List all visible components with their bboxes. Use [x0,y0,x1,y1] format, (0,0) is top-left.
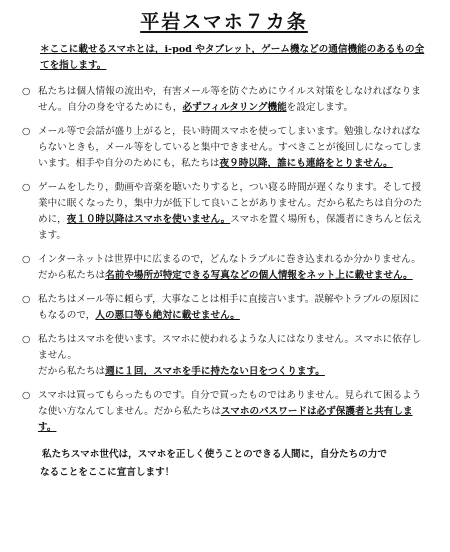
rule-text: スマホは買ってもらったものです。自分で買ったものではありません。見られて困るような使い方なんてしません。だから私たちはスマホのパスワードは必ず保護者と共有します。 [38,390,422,433]
rule-emphasis: 週に１回，スマホを手に持たない日をつくります。 [105,366,325,377]
rule-emphasis: 必ずフィルタリング機能 [182,102,287,113]
rule-item [22,332,426,380]
rule-text: 私たちはメール等に頼らず，大事なことは相手に直接言います。誤解やトラブルの原因にもなるので，人の悪口等も絶対に載せません。 [38,294,420,321]
circle-bullet-icon: ○ [22,254,31,265]
rule-text: ゲームをしたり，動画や音楽を聴いたりすると，つい寝る時間が遅くなります。そして授業中に眠くなったり，集中力が低下して良いことがありません。だから私たちは自分のために，夜１０時以降はスマホを使いません。スマホを置く場所も，保護者にきちんと伝えます。 [38,182,423,241]
circle-bullet-icon: ○ [22,294,31,305]
rule-emphasis: スマホのパスワードは必ず保護者と共有します。 [38,406,413,433]
rule-item [22,124,426,172]
scope-note: ＊ここに載せるスマホとは，i-pod やタブレット，ゲーム機などの通信機能のあるもの全てを指します。 [40,44,425,71]
rule-item [22,252,426,284]
rule-item [22,388,426,436]
circle-bullet-icon: ○ [22,390,31,401]
rule-emphasis: 人の悪口等も絶対に載せません。 [95,310,240,321]
rule-emphasis: 夜１０時以降はスマホを使いません。 [66,214,231,225]
rule-emphasis: 夜９時以降，誰にも連絡をとりません。 [219,158,393,169]
rule-item [22,180,426,244]
circle-bullet-icon: ○ [22,182,31,193]
circle-bullet-icon: ○ [22,334,31,345]
circle-bullet-icon: ○ [22,126,31,137]
rule-item [22,84,426,116]
page-title: 平岩スマホ７カ条 [140,11,308,33]
declaration: 私たちスマホ世代は，スマホを正しく使うことのできる人間に，自分たちの力で なることをここに宣言します！ [40,449,387,478]
rule-text: インターネットは世界中に広まるので，どんなトラブルに巻き込まれるか分かりません。だから私たちは名前や場所が特定できる写真などの個人情報をネット上に載せません。 [38,254,421,281]
rule-emphasis: 名前や場所が特定できる写真などの個人情報をネット上に載せません。 [105,270,413,281]
circle-bullet-icon: ○ [22,86,31,97]
rule-item [22,292,426,324]
rule-text: 私たちはスマホを使います。スマホに使われるような人にはなりません。スマホに依存しません。 だから私たちは週に１回，スマホを手に持たない日をつくります。 [38,334,421,377]
rule-text: 私たちは個人情報の流出や，有害メール等を防ぐためにウイルス対策をしなければなりません。自分の身を守るためにも，必ずフィルタリング機能を設定します。 [38,86,421,113]
rule-text: メール等で会話が盛り上がると，長い時間スマホを使ってしまいます。勉強しなければならないときも，メール等をしていると集中できません。すべきことが後回しになってしまいます。相手や自分のためにも，私たちは夜９時以降，誰にも連絡をとりません。 [38,126,422,169]
